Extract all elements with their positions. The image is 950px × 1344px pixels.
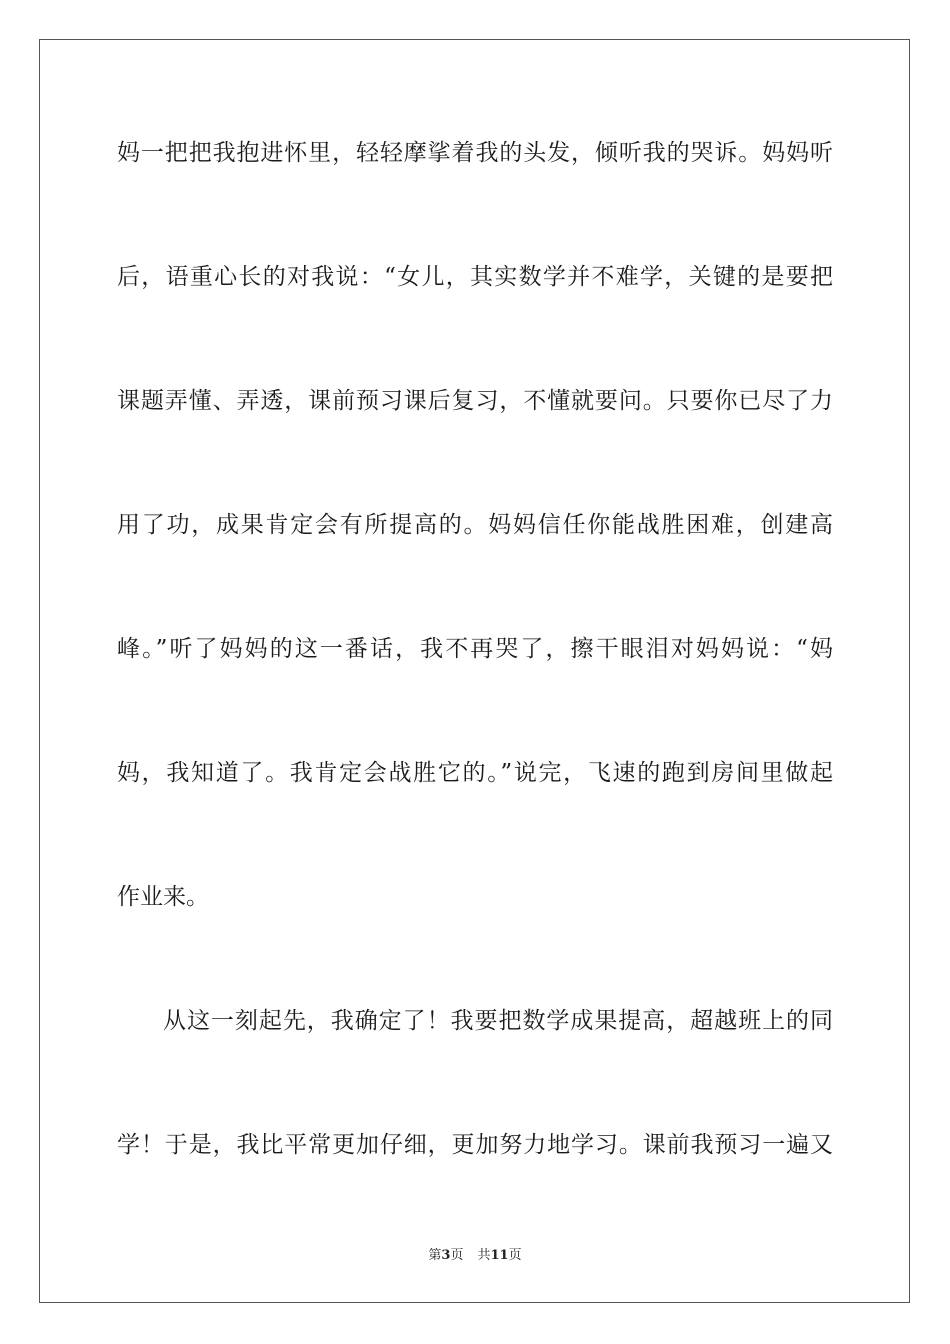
page-suffix: 页 (450, 1248, 464, 1263)
page-prefix: 第 (428, 1248, 442, 1263)
total-pages-number: 11 (490, 1248, 509, 1263)
body-text-line-5: 峰。”听了妈妈的这一番话，我不再哭了，擦干眼泪对妈妈说：“妈 (117, 636, 833, 662)
body-text-line-1: 妈一把把我抱进怀里，轻轻摩挲着我的头发，倾听我的哭诉。妈妈听 (117, 140, 833, 166)
total-suffix: 页 (508, 1248, 522, 1263)
body-text-line-3: 课题弄懂、弄透，课前预习课后复习，不懂就要问。只要你已尽了力 (117, 388, 833, 414)
body-text-line-7: 作业来。 (117, 884, 209, 910)
body-text-line-2: 后，语重心长的对我说：“女儿，其实数学并不难学，关键的是要把 (117, 264, 833, 290)
body-text-line-4: 用了功，成果肯定会有所提高的。妈妈信任你能战胜困难，创建高 (117, 512, 833, 538)
page-footer (0, 1247, 950, 1265)
body-text-line-6: 妈，我知道了。我肯定会战胜它的。”说完，飞速的跑到房间里做起 (117, 760, 833, 786)
page-border (39, 39, 910, 1303)
paragraph-start-line: 从这一刻起先，我确定了！我要把数学成果提高，超越班上的同 (163, 1008, 833, 1034)
total-prefix: 共 (477, 1248, 491, 1263)
current-page-number: 3 (441, 1248, 451, 1263)
body-text-line-9: 学！于是，我比平常更加仔细，更加努力地学习。课前我预习一遍又 (117, 1132, 833, 1158)
